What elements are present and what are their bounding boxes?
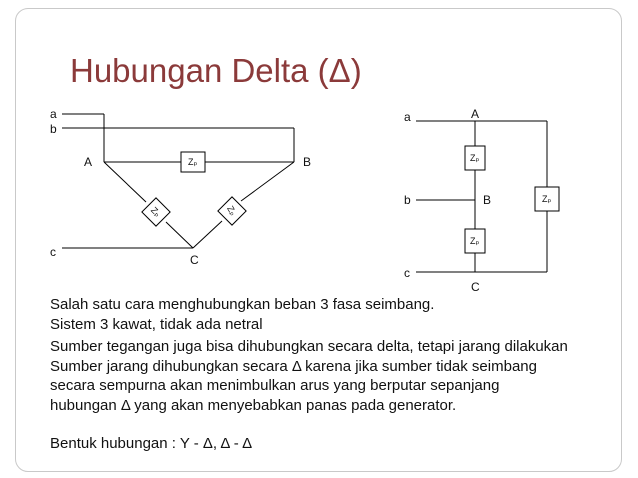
right-node-a-label: A (471, 107, 480, 121)
right-line-c-label: c (404, 266, 410, 280)
body-line-3: Sumber tegangan juga bisa dihubungkan secara delta, tetapi jarang dilakukan (50, 338, 568, 355)
slide-body (50, 295, 620, 454)
right-impedance-ab-label: Zₚ (470, 153, 480, 163)
right-node-b-label: B (483, 193, 492, 207)
body-line-4: Sumber jarang dihubungkan secara Δ karena jika sumber tidak seimbang (50, 357, 537, 375)
body-line-5: secara sempurna akan menimbulkan arus yang berputar sepanjang (50, 377, 500, 394)
body-line-2: Sistem 3 kawat, tidak ada netral (50, 315, 263, 333)
right-impedance-ca-label: Zₚ (542, 194, 552, 204)
left-impedance-ab-label: Zₚ (188, 157, 198, 167)
left-node-c-label: C (190, 253, 199, 267)
slide-title: Hubungan Delta (Δ) (70, 52, 362, 89)
left-node-a-label: A (84, 155, 93, 169)
left-impedance-bc-label: Zₚ (225, 204, 239, 218)
right-line-b-label: b (404, 193, 411, 207)
body-line-6: hubungan Δ yang akan menyebabkan panas pada generator. (50, 396, 457, 414)
right-impedance-bc-label: Zₚ (470, 236, 480, 246)
left-line-a-label: a (50, 107, 57, 121)
body-line-1: Salah satu cara menghubungkan beban 3 fasa seimbang. (50, 296, 435, 313)
right-line-a-label: a (404, 110, 411, 124)
left-line-b-label: b (50, 122, 57, 136)
right-node-c-label: C (471, 280, 480, 294)
left-node-b-label: B (303, 155, 312, 169)
body-line-7: Bentuk hubungan : Y - Δ, Δ - Δ (50, 435, 253, 452)
left-line-c-label: c (50, 245, 56, 259)
left-delta-wires (62, 114, 294, 248)
left-impedance-ac-label: Zₚ (148, 204, 163, 219)
